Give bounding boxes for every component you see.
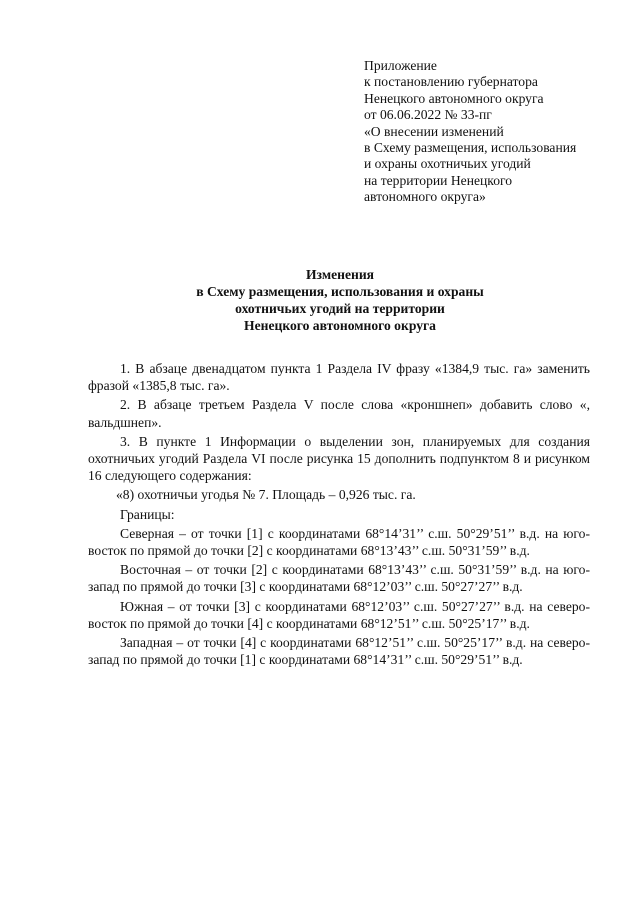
paragraph-boundary-east: Восточная – от точки [2] с координатами 68°13’43’’ с.ш. 50°31’59’’ в.д. на юго-запад по прямой до точки [3] с координатами 68°12’03’’ с.ш. 50°27’27’’ в.д. — [88, 562, 590, 595]
appendix-line: на территории Ненецкого — [364, 172, 513, 188]
appendix-line: и охраны охотничьих угодий — [364, 156, 531, 172]
appendix-line: к постановлению губернатора — [364, 74, 538, 90]
appendix-line: «О внесении изменений — [364, 123, 504, 139]
title-line: охотничьих угодий на территории — [235, 301, 445, 316]
appendix-line: в Схему размещения, использования — [364, 140, 577, 156]
paragraph-boundary-north: Северная – от точки [1] с координатами 68°14’31’’ с.ш. 50°29’51’’ в.д. на юго-восток по прямой до точки [2] с координатами 68°13’43’’ с.ш. 50°31’59’’ в.д. — [88, 525, 590, 559]
paragraph-item-1: 1. В абзаце двенадцатом пункта 1 Раздела IV фразу «1384,9 тыс. га» заменить фразой «1385,8 тыс. га». — [88, 361, 590, 394]
paragraph-boundaries-label: Границы: — [120, 506, 175, 522]
appendix-line: автономного округа» — [364, 189, 486, 205]
paragraph-boundary-south: Южная – от точки [3] с координатами 68°12’03’’ с.ш. 50°27’27’’ в.д. на северо-восток по прямой до точки [4] с координатами 68°12’51’’ с.ш. 50°25’17’’ в.д. — [88, 598, 590, 631]
document-title — [120, 266, 560, 334]
document-body — [88, 360, 590, 670]
appendix-line: Ненецкого автономного округа — [364, 90, 544, 106]
paragraph-item-3: 3. В пункте 1 Информации о выделении зон, планируемых для создания охотничьих угодий Раздела VI после рисунка 15 дополнить подпунктом 8 и рисунком 16 следующего содержания: — [88, 433, 590, 484]
title-line: в Схему размещения, использования и охраны — [196, 284, 484, 299]
appendix-block — [364, 58, 604, 206]
paragraph-item-2: 2. В абзаце третьем Раздела V после слова «кроншнеп» добавить слово «, вальдшнеп». — [88, 397, 590, 430]
title-line: Ненецкого автономного округа — [244, 318, 436, 333]
paragraph-boundary-west: Западная – от точки [4] с координатами 68°12’51’’ с.ш. 50°25’17’’ в.д. на северо-запад по прямой до точки [1] с координатами 68°14’31’’ с.ш. 50°29’51’’ в.д. — [88, 635, 590, 668]
title-line: Изменения — [305, 267, 375, 282]
appendix-line: от 06.06.2022 № 33-пг — [364, 107, 492, 123]
appendix-line: Приложение — [364, 58, 437, 73]
paragraph-subitem-8: «8) охотничьи угодья № 7. Площадь – 0,926 тыс. га. — [116, 487, 416, 503]
